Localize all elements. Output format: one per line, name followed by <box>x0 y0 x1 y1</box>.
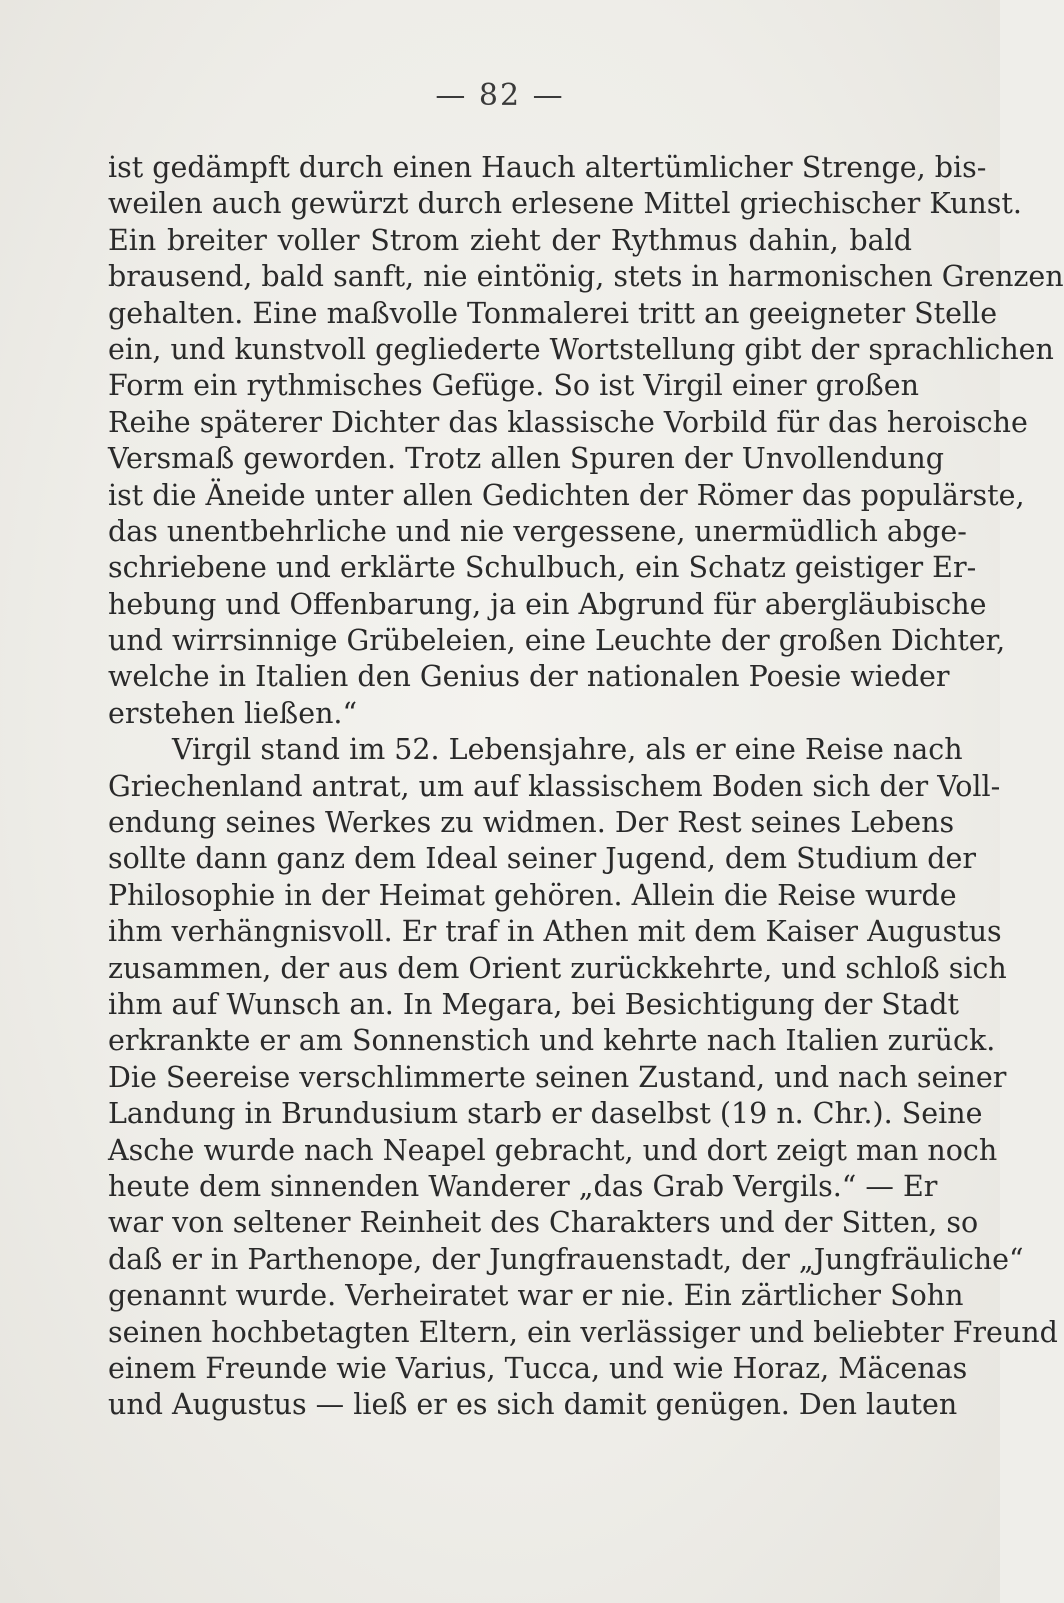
text-line: Philosophie in der Heimat gehören. Allein die Reise wurde <box>108 878 957 912</box>
text-line: erstehen ließen.“ <box>108 696 358 730</box>
text-line: seinen hochbetagten Eltern, ein verlässiger und beliebter Freund <box>108 1315 1058 1349</box>
text-line: daß er in Parthenope, der Jungfrauenstadt, der „Jungfräuliche“ <box>108 1242 1024 1276</box>
text-line: genannt wurde. Verheiratet war er nie. Ein zärtlicher Sohn <box>108 1279 964 1313</box>
text-line: ihm verhängnisvoll. Er traf in Athen mit dem Kaiser Augustus <box>108 915 1002 949</box>
text-line: ist die Äneide unter allen Gedichten der Römer das populärste, <box>108 478 1025 512</box>
text-line: Die Seereise verschlimmerte seinen Zustand, und nach seiner <box>108 1060 1007 1094</box>
text-line: war von seltener Reinheit des Charakters und der Sitten, so <box>108 1206 979 1240</box>
text-line: Reihe späterer Dichter das klassische Vorbild für das heroische <box>108 405 1028 439</box>
page-number: — 82 — <box>435 78 565 113</box>
text-line: das unentbehrliche und nie vergessene, unermüdlich abge- <box>108 514 967 548</box>
text-line: schriebene und erklärte Schulbuch, ein Schatz geistiger Er- <box>108 551 977 585</box>
text-line: ihm auf Wunsch an. In Megara, bei Besichtigung der Stadt <box>108 987 959 1021</box>
text-line: sollte dann ganz dem Ideal seiner Jugend, dem Studium der <box>108 842 976 876</box>
text-line: einem Freunde wie Varius, Tucca, und wie Horaz, Mäcenas <box>108 1351 968 1385</box>
text-line: welche in Italien den Genius der nationalen Poesie wieder <box>108 660 950 694</box>
text-line: brausend, bald sanft, nie eintönig, stets in harmonischen Grenzen <box>108 260 1064 294</box>
text-line: Form ein rythmisches Gefüge. So ist Virgil einer großen <box>108 369 919 403</box>
text-line: Asche wurde nach Neapel gebracht, und dort zeigt man noch <box>108 1133 998 1167</box>
body-text <box>108 150 1064 1424</box>
text-line: weilen auch gewürzt durch erlesene Mittel griechischer Kunst. <box>108 187 1022 221</box>
text-line: und Augustus — ließ er es sich damit genügen. Den lauten <box>108 1388 958 1422</box>
text-line: zusammen, der aus dem Orient zurückkehrte, und schloß sich <box>108 951 1007 985</box>
text-line: ein, und kunstvoll gegliederte Wortstellung gibt der sprachlichen <box>108 332 1054 366</box>
text-line: endung seines Werkes zu widmen. Der Rest seines Lebens <box>108 806 955 840</box>
text-line: und wirrsinnige Grübeleien, eine Leuchte der großen Dichter, <box>108 624 1006 658</box>
text-line: Virgil stand im 52. Lebensjahre, als er eine Reise nach <box>172 733 963 767</box>
text-line: erkrankte er am Sonnenstich und kehrte nach Italien zurück. <box>108 1024 996 1058</box>
text-line: ist gedämpft durch einen Hauch altertümlicher Strenge, bis- <box>108 151 987 184</box>
text-line: Ein breiter voller Strom zieht der Rythmus dahin, bald <box>108 223 912 257</box>
text-line: gehalten. Eine maßvolle Tonmalerei tritt an geeigneter Stelle <box>108 296 998 330</box>
text-line: Griechenland antrat, um auf klassischem Boden sich der Voll- <box>108 769 1001 803</box>
text-line: hebung und Offenbarung, ja ein Abgrund für abergläubische <box>108 587 987 621</box>
text-line: heute dem sinnenden Wanderer „das Grab Vergils.“ — Er <box>108 1169 938 1203</box>
text-line: Versmaß geworden. Trotz allen Spuren der Unvollendung <box>108 442 944 476</box>
text-line: Landung in Brundusium starb er daselbst (19 n. Chr.). Seine <box>108 1097 983 1131</box>
